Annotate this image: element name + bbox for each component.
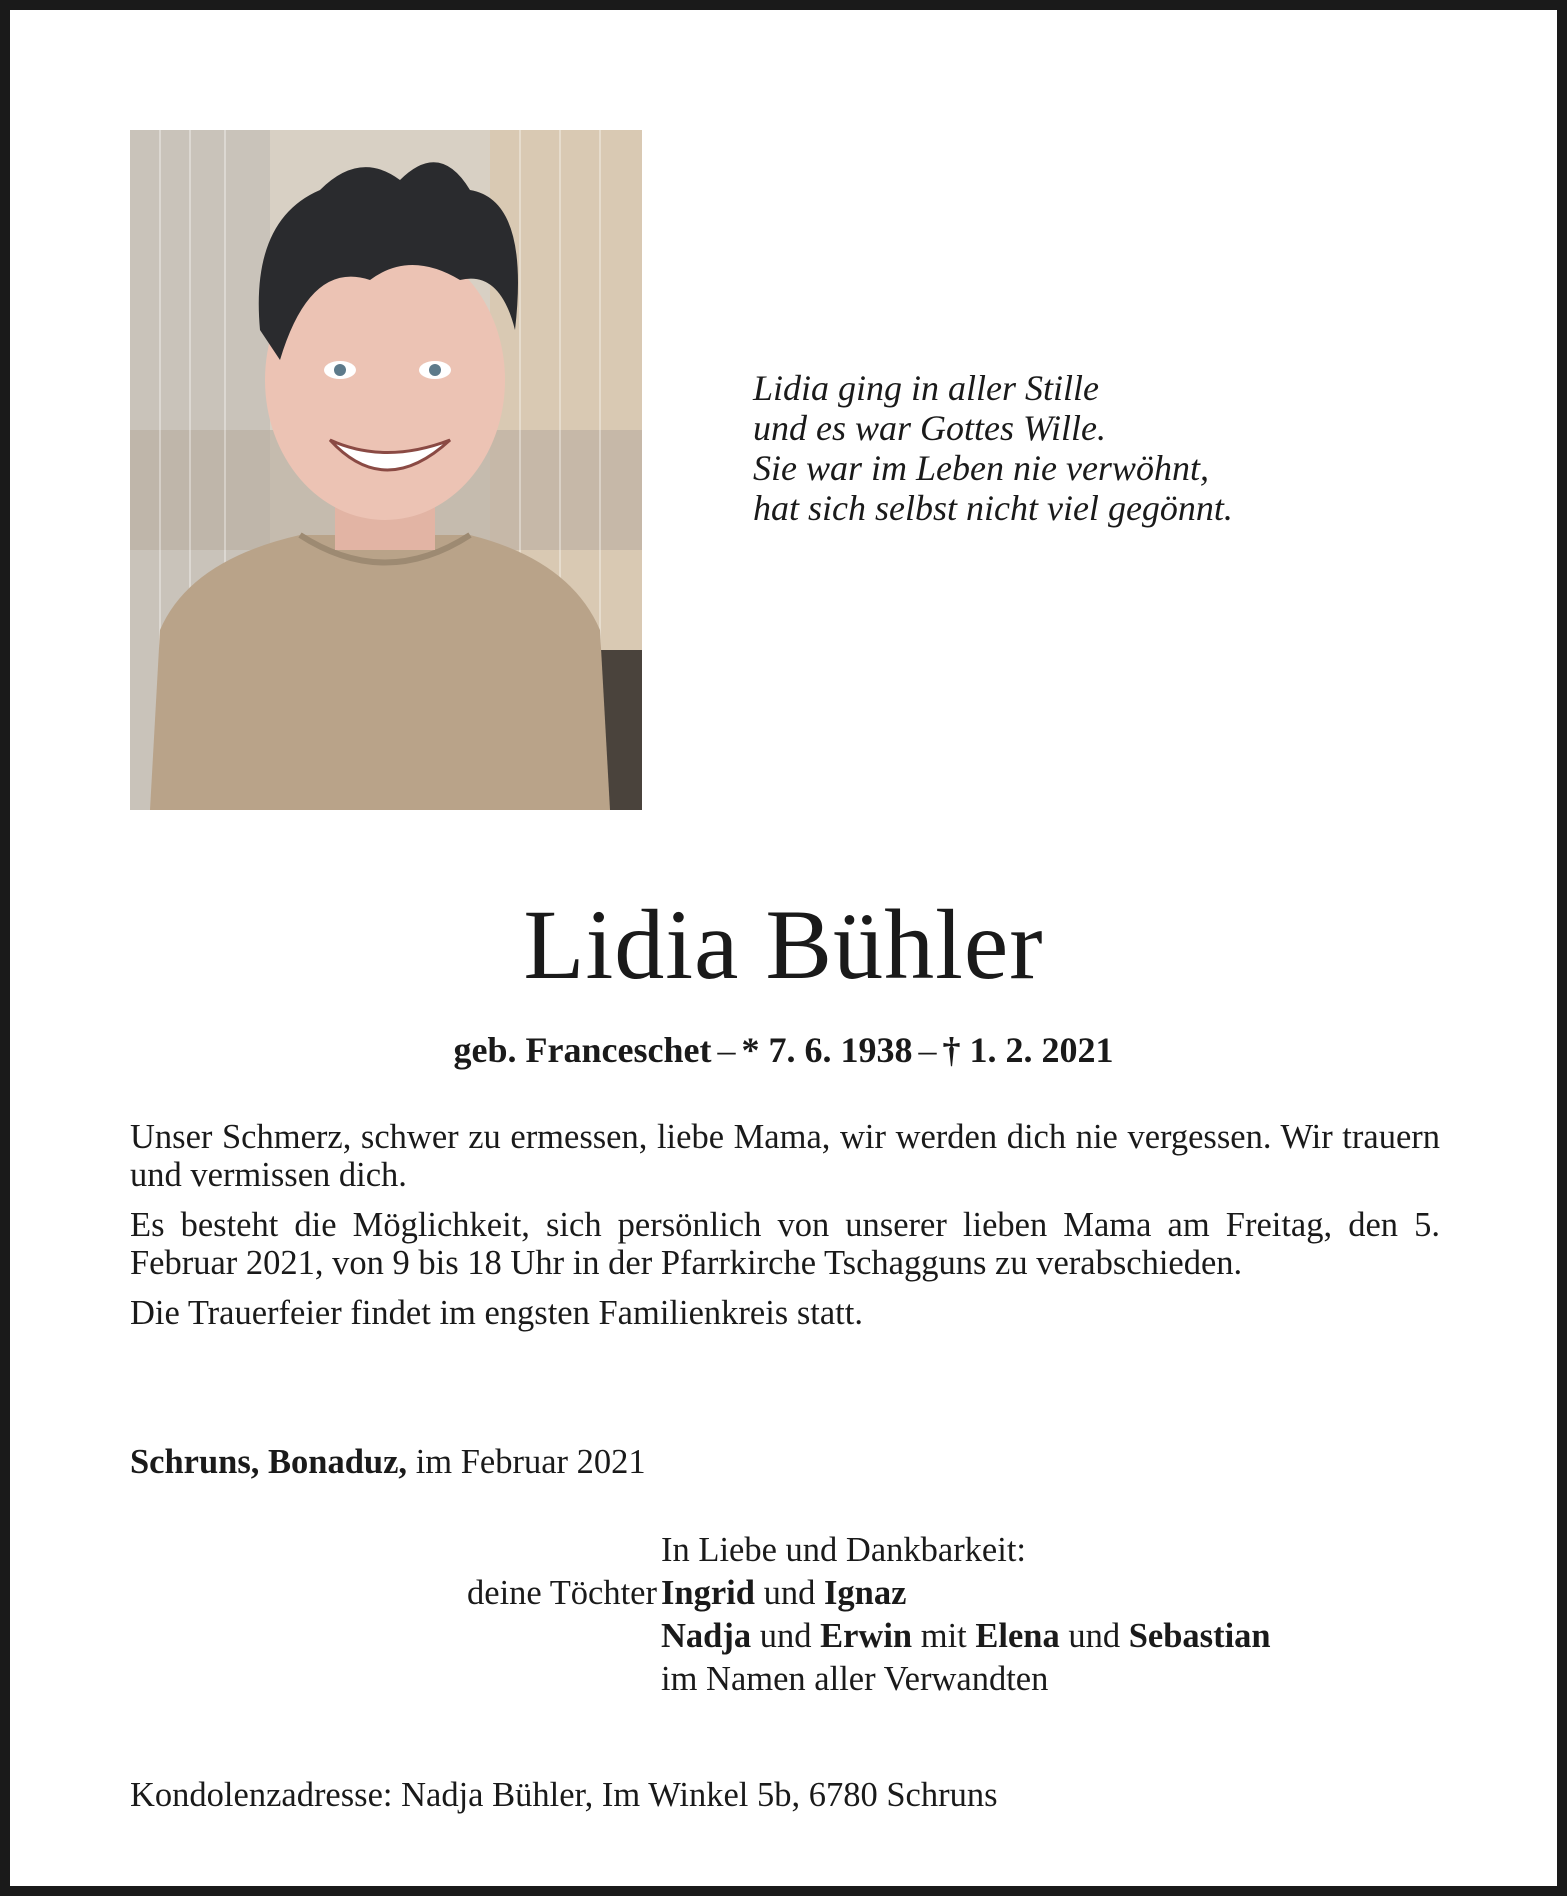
conjunction: und [759, 1617, 812, 1655]
portrait-photo [130, 130, 642, 810]
place-date: im Februar 2021 [415, 1443, 646, 1481]
condolence-address: Kondolenzadresse: Nadja Bühler, Im Winkel 5b, 6780 Schruns [130, 1776, 998, 1814]
mourner-name: Erwin [820, 1617, 913, 1655]
signature-label: deine Töchter [467, 1574, 657, 1612]
verse-line: hat sich selbst nicht viel gegönnt. [753, 488, 1233, 528]
portrait-illustration [130, 130, 642, 810]
signature-block [10, 1530, 1557, 1702]
maiden-name: geb. Franceschet [453, 1030, 712, 1070]
body-paragraph: Unser Schmerz, schwer zu ermessen, liebe Mama, wir werden dich nie vergessen. Wir trauern und vermissen dich. [130, 1118, 1440, 1194]
mourner-name: Elena [975, 1617, 1060, 1655]
verse-line: und es war Gottes Wille. [753, 408, 1106, 448]
mourner-name: Sebastian [1128, 1617, 1271, 1655]
place-and-date [130, 1442, 646, 1482]
deceased-name: Lidia Bühler [523, 889, 1044, 1000]
notice-body [130, 1118, 1440, 1344]
signature-line-1 [661, 1573, 906, 1613]
verse-line: Sie war im Leben nie verwöhnt, [753, 448, 1209, 488]
mourner-name: Ignaz [823, 1574, 907, 1612]
memorial-verse [753, 368, 1513, 528]
separator: – [717, 1030, 736, 1070]
mourner-name: Nadja [661, 1617, 752, 1655]
birth-death-line [10, 1028, 1557, 1072]
separator: – [918, 1030, 937, 1070]
conjunction: mit [920, 1617, 967, 1655]
death-date: † 1. 2. 2021 [942, 1030, 1114, 1070]
place-towns: Schruns, Bonaduz, [130, 1443, 408, 1481]
birth-date: * 7. 6. 1938 [741, 1030, 913, 1070]
signature-line-2 [661, 1616, 1271, 1656]
mourner-name: Ingrid [661, 1574, 755, 1612]
body-paragraph: Die Trauerfeier findet im engsten Familienkreis statt. [130, 1294, 863, 1332]
conjunction: und [1068, 1617, 1121, 1655]
body-paragraph: Es besteht die Möglichkeit, sich persönlich von unserer lieben Mama am Freitag, den 5. Februar 2021, von 9 bis 18 Uhr in der Pfarrkirche Tschagguns zu verabschieden. [130, 1206, 1440, 1282]
conjunction: und [763, 1574, 816, 1612]
verse-line: Lidia ging in aller Stille [753, 368, 1100, 408]
signature-intro: In Liebe und Dankbarkeit: [661, 1531, 1026, 1569]
signature-line-3: im Namen aller Verwandten [661, 1660, 1049, 1698]
